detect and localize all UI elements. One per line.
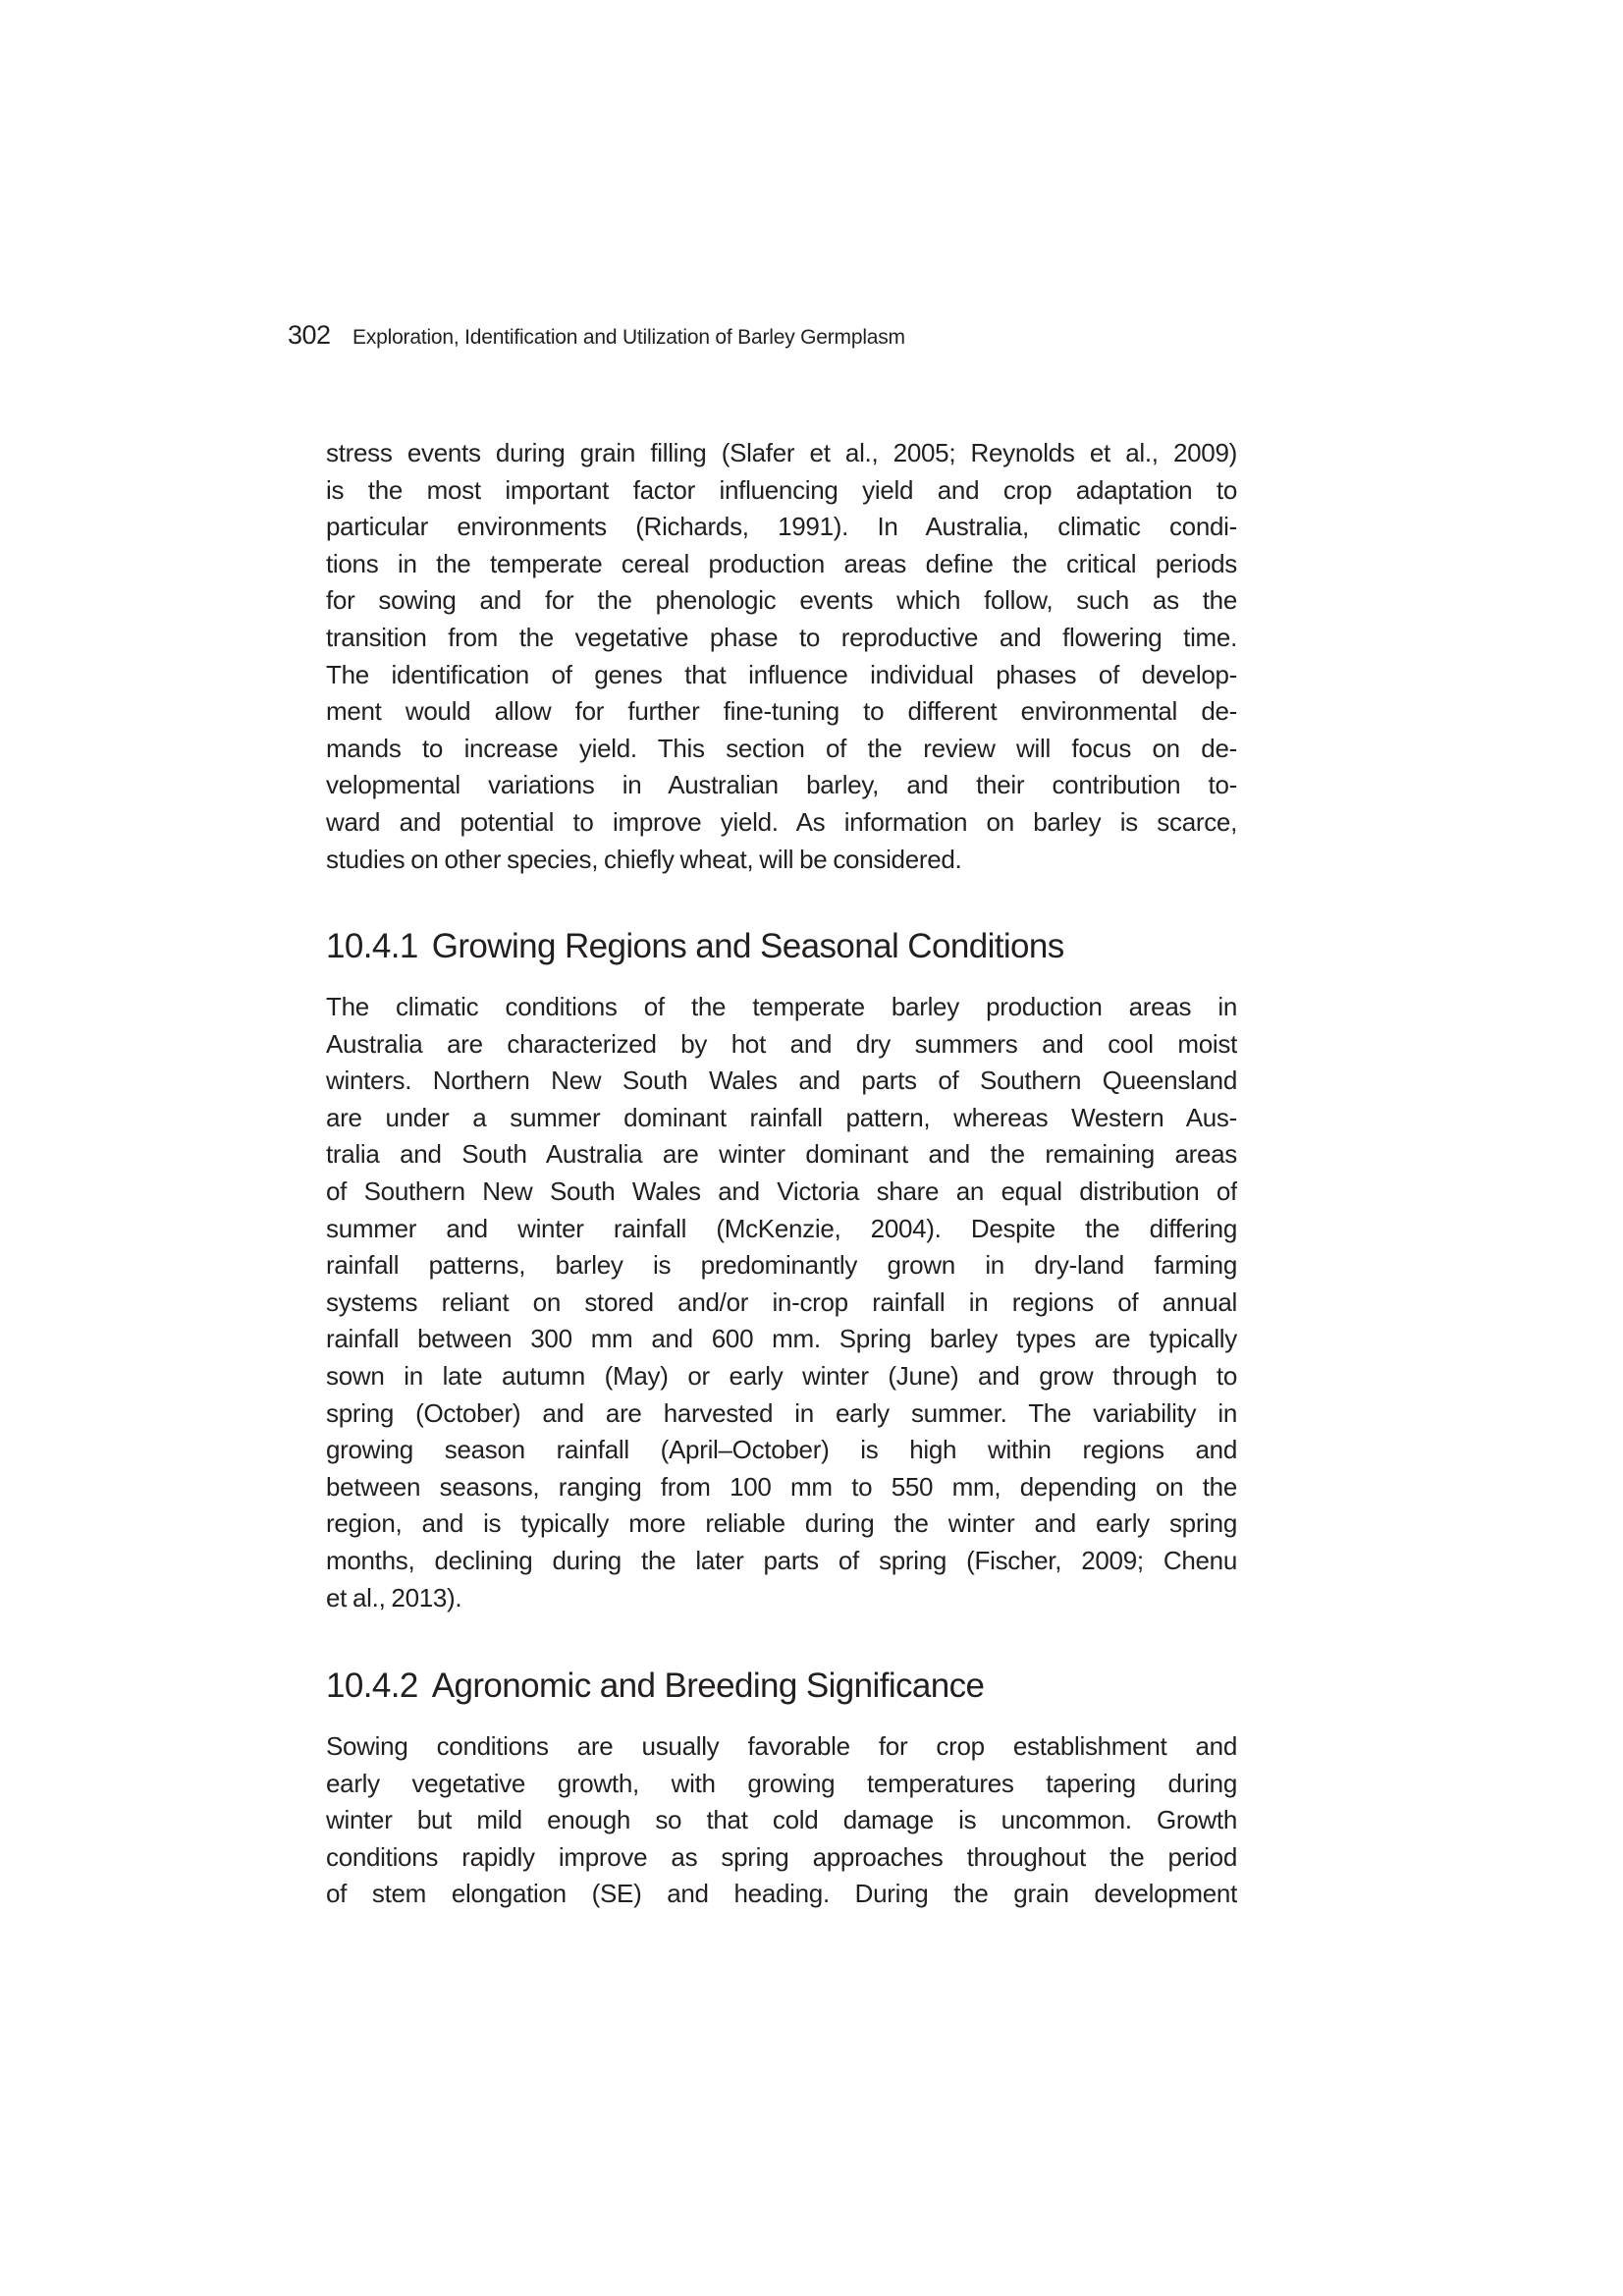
text-line: between seasons, ranging from 100 mm to 550 mm, depending on the bbox=[326, 1471, 1237, 1502]
text-line: early vegetative growth, with growing temperatures tapering during bbox=[326, 1768, 1237, 1798]
text-line: growing season rainfall (April–October) is high within regions and bbox=[326, 1435, 1237, 1465]
text-line: particular environments (Richards, 1991). In Australia, climatic condi- bbox=[326, 512, 1237, 542]
text-line: tralia and South Australia are winter dominant and the remaining areas bbox=[326, 1139, 1237, 1170]
text-line: Sowing conditions are usually favorable for crop establishment and bbox=[326, 1731, 1237, 1761]
paragraph-intro bbox=[326, 435, 1237, 878]
text-line: tions in the temperate cereal production areas define the critical periods bbox=[326, 548, 1237, 578]
text-line: ment would allow for further fine-tuning to different environmental de- bbox=[326, 696, 1237, 727]
text-line: The identification of genes that influence individual phases of develop- bbox=[326, 659, 1237, 689]
text-line: The climatic conditions of the temperate barley production areas in bbox=[326, 992, 1237, 1021]
text-line: transition from the vegetative phase to reproductive and flowering time. bbox=[326, 622, 1237, 652]
text-line: Australia are characterized by hot and dry summers and cool moist bbox=[326, 1028, 1237, 1059]
text-line: region, and is typically more reliable during the winter and early spring bbox=[326, 1508, 1237, 1539]
text-line: is the most important factor influencing yield and crop adaptation to bbox=[326, 474, 1237, 505]
text-line: are under a summer dominant rainfall pattern, whereas Western Aus- bbox=[326, 1102, 1237, 1132]
paragraph-growing-regions bbox=[326, 989, 1237, 1616]
text-line: mands to increase yield. This section of the review will focus on de- bbox=[326, 733, 1237, 763]
text-line: summer and winter rainfall (McKenzie, 2004). Despite the differing bbox=[326, 1213, 1237, 1243]
paragraph-agronomic bbox=[326, 1728, 1237, 1913]
section-heading-10-4-1 bbox=[326, 927, 1064, 966]
text-line: stress events during grain filling (Slafer et al., 2005; Reynolds et al., 2009) bbox=[326, 438, 1237, 467]
book-title: Exploration, Identification and Utilization of Barley Germplasm bbox=[352, 326, 905, 349]
text-line: of stem elongation (SE) and heading. During the grain development bbox=[326, 1879, 1237, 1909]
text-line: winter but mild enough so that cold damage is uncommon. Growth bbox=[326, 1805, 1237, 1835]
text-line: et al., 2013). bbox=[326, 1582, 462, 1613]
section-number: 10.4.1 bbox=[326, 927, 418, 965]
section-heading-10-4-2 bbox=[326, 1667, 984, 1706]
text-line: spring (October) and are harvested in early summer. The variability in bbox=[326, 1397, 1237, 1428]
text-line: rainfall between 300 mm and 600 mm. Spring barley types are typically bbox=[326, 1324, 1237, 1354]
text-line: studies on other species, chiefly wheat, will be considered. bbox=[326, 844, 962, 874]
section-number: 10.4.2 bbox=[326, 1667, 418, 1705]
text-line: winters. Northern New South Wales and parts of Southern Queensland bbox=[326, 1066, 1237, 1096]
section-title: Agronomic and Breeding Significance bbox=[431, 1667, 985, 1705]
text-line: for sowing and for the phenologic events which follow, such as the bbox=[326, 585, 1237, 616]
text-line: months, declining during the later parts of spring (Fischer, 2009; Chenu bbox=[326, 1545, 1237, 1575]
text-line: velopmental variations in Australian barley, and their contribution to- bbox=[326, 770, 1237, 800]
text-line: sown in late autumn (May) or early winter (June) and grow through to bbox=[326, 1360, 1237, 1391]
page-number: 302 bbox=[288, 320, 331, 350]
running-head bbox=[288, 320, 905, 351]
section-title: Growing Regions and Seasonal Conditions bbox=[431, 927, 1064, 965]
text-line: conditions rapidly improve as spring approaches throughout the period bbox=[326, 1841, 1237, 1872]
text-line: of Southern New South Wales and Victoria share an equal distribution of bbox=[326, 1175, 1237, 1206]
text-line: rainfall patterns, barley is predominantly grown in dry-land farming bbox=[326, 1250, 1237, 1281]
text-line: systems reliant on stored and/or in-crop rainfall in regions of annual bbox=[326, 1286, 1237, 1317]
text-line: ward and potential to improve yield. As information on barley is scarce, bbox=[326, 806, 1237, 837]
